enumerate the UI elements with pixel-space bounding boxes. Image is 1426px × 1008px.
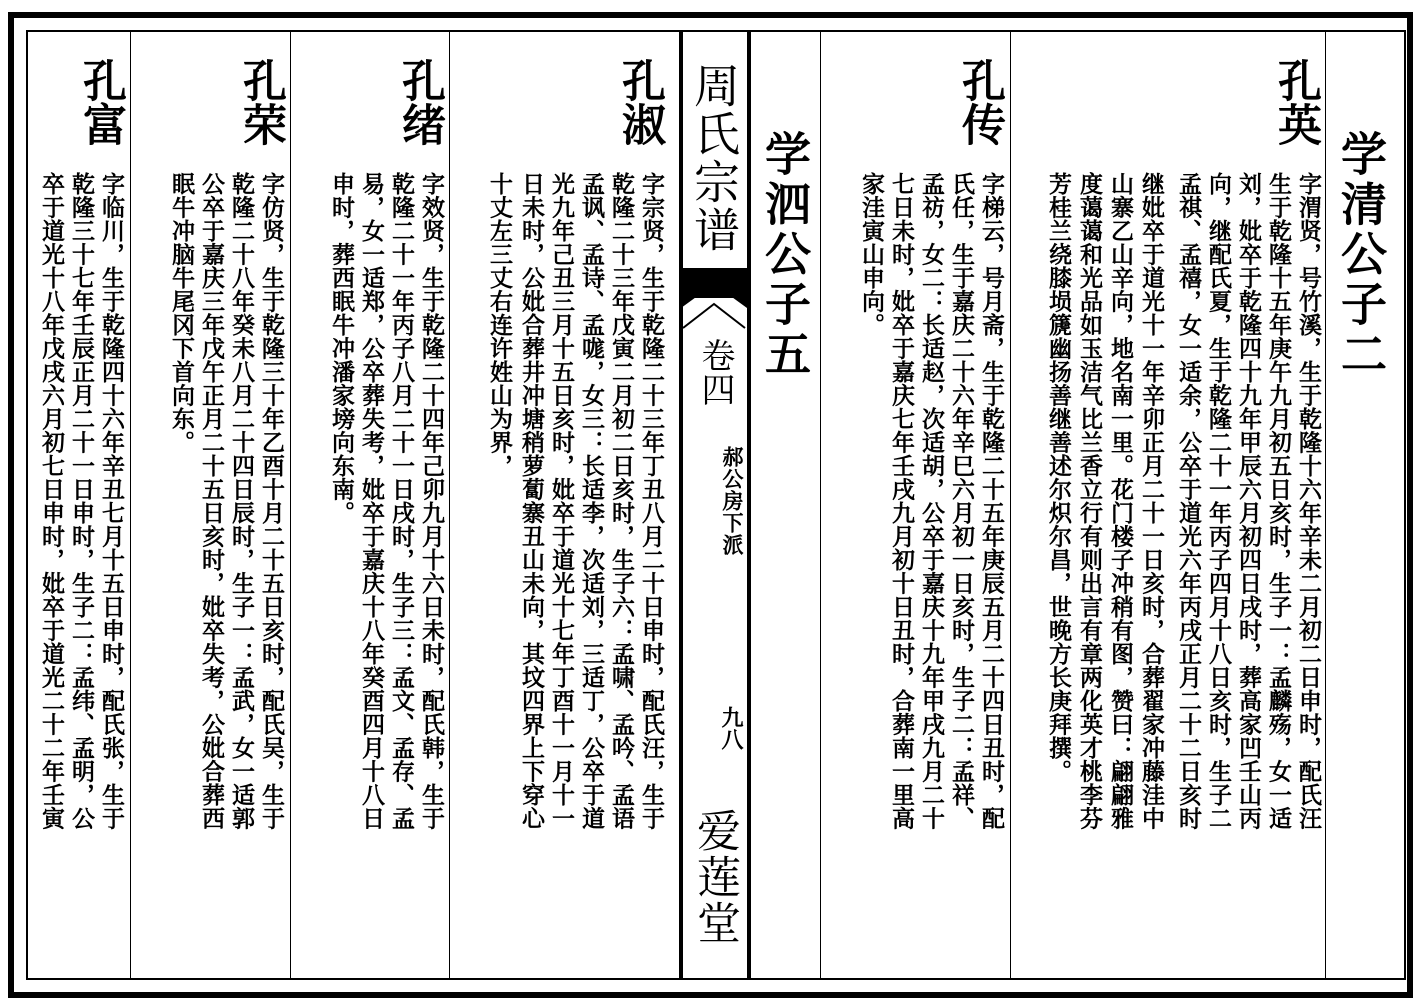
- fishtail-ornament: [681, 268, 747, 340]
- text-column: 卒于道光十八年戊戌六月初七日申时，妣卒于道光二十二年壬寅: [38, 172, 65, 830]
- text-column: 刘，妣卒于乾隆四十九年甲辰六月初四日戌时，葬高家凹壬山丙: [1235, 172, 1262, 830]
- generation-heading: 学清公子二: [1334, 130, 1388, 380]
- column-divider: [1325, 31, 1326, 979]
- text-column: 十丈左三丈右连许姓山为界，: [486, 172, 513, 478]
- generation-heading: 学泗公子五: [758, 130, 812, 380]
- text-column: 孟祊，女二：长适赵，次适胡，公卒于嘉庆十九年甲戌九月二十: [918, 172, 945, 830]
- text-column: 度蔼蔼和光品如玉洁气比兰香立行有则出言有章两化英才桃李芬: [1076, 172, 1103, 830]
- branch-label: 郝公房下派: [720, 446, 745, 556]
- person-name: 孔绪: [394, 58, 445, 146]
- genealogy-title: 周氏宗谱: [687, 62, 741, 254]
- person-name: 孔传: [954, 58, 1005, 146]
- column-divider: [820, 31, 821, 979]
- text-column: 乾隆二十一年丙子八月二十一日戌时，生子三：孟文、孟存、孟: [388, 172, 415, 830]
- text-column: 芳桂兰绕膝埙篪幽扬善继善述尔炽尔昌，世晚方长庚拜撰。: [1045, 172, 1072, 783]
- text-column: 家洼寅山申向。: [858, 172, 885, 337]
- hall-name: 爱莲堂: [689, 808, 740, 946]
- text-column: 字渭贤，号竹溪，生于乾隆十六年辛未二月初二日申时，配氏汪: [1295, 172, 1322, 830]
- text-column: 山寨乙山辛向，地名南一里。花门楼子冲稍有图，赞曰：翩翩雅: [1107, 172, 1134, 830]
- spine-border-right: [747, 31, 751, 979]
- text-column: 字宗贤，生于乾隆二十三年丁丑八月二十日申时，配氏汪，生于: [638, 172, 665, 830]
- page-number: 九八: [718, 706, 744, 750]
- text-column: 眠牛冲脑牛尾冈下首向东。: [168, 172, 195, 454]
- text-column: 乾隆二十三年戊寅二月初二日亥时，生子六：孟啸、孟吟、孟语: [608, 172, 635, 830]
- text-column: 字效贤，生于乾隆二十四年己卯九月十六日未时，配氏韩，生于: [418, 172, 445, 830]
- column-divider: [449, 31, 450, 979]
- text-column: 七日未时，妣卒于嘉庆七年壬戌九月初十日丑时，合葬南一里高: [888, 172, 915, 830]
- text-column: 向，继配氏夏，生于乾隆二十一年丙子四月十八日亥时，生子二: [1205, 172, 1232, 830]
- column-divider: [290, 31, 291, 979]
- column-divider: [1010, 31, 1011, 979]
- column-divider: [130, 31, 131, 979]
- volume-label: 卷四: [695, 338, 735, 406]
- text-column: 字梯云，号月斋，生于乾隆二十五年庚辰五月二十四日丑时，配: [978, 172, 1005, 830]
- text-column: 氏任，生于嘉庆二十六年辛巳六月初一日亥时，生子二：孟祥、: [948, 172, 975, 830]
- text-column: 字仿贤，生于乾隆三十年乙酉十月二十五日亥时，配氏吴，生于: [258, 172, 285, 830]
- text-column: 光九年己丑三月十五日亥时，妣卒于道光十七年丁酉十一月十一: [548, 172, 575, 830]
- text-column: 日未时，公妣合葬井冲塘稍萝蔔寨丑山未向，其坟四界上下穿心: [518, 172, 545, 830]
- text-column: 继妣卒于道光十一年辛卯正月二十一日亥时，合葬翟家冲藤洼中: [1138, 172, 1165, 830]
- spine-border-left: [679, 31, 683, 979]
- person-name: 孔英: [1270, 58, 1321, 146]
- text-column: 申时，葬西眠牛冲潘家塝向东南。: [328, 172, 355, 525]
- person-name: 孔富: [75, 58, 126, 146]
- text-column: 易，女一适郑，公卒葬失考，妣卒于嘉庆十八年癸酉四月十八日: [358, 172, 385, 830]
- text-column: 乾隆二十八年癸未八月二十四日辰时，生子一：孟武，女一适郭: [228, 172, 255, 830]
- text-column: 孟祺、孟禧，女一适余，公卒于道光六年丙戌正月二十二日亥时: [1175, 172, 1202, 830]
- text-column: 公卒于嘉庆三年戊午正月二十五日亥时，妣卒失考，公妣合葬西: [198, 172, 225, 830]
- person-name: 孔荣: [235, 58, 286, 146]
- text-column: 生于乾隆十五年庚午九月初五日亥时，生子一：孟麟殇，女一适: [1265, 172, 1292, 830]
- person-name: 孔淑: [614, 58, 665, 146]
- text-column: 乾隆三十七年壬辰正月二十一日申时，生子二：孟纬、孟明，公: [68, 172, 95, 830]
- text-column: 字临川，生于乾隆四十六年辛丑七月十五日申时，配氏张，生于: [98, 172, 125, 830]
- text-column: 孟讽、孟诗、孟哤，女三：长适李，次适刘，三适丁，公卒于道: [578, 172, 605, 830]
